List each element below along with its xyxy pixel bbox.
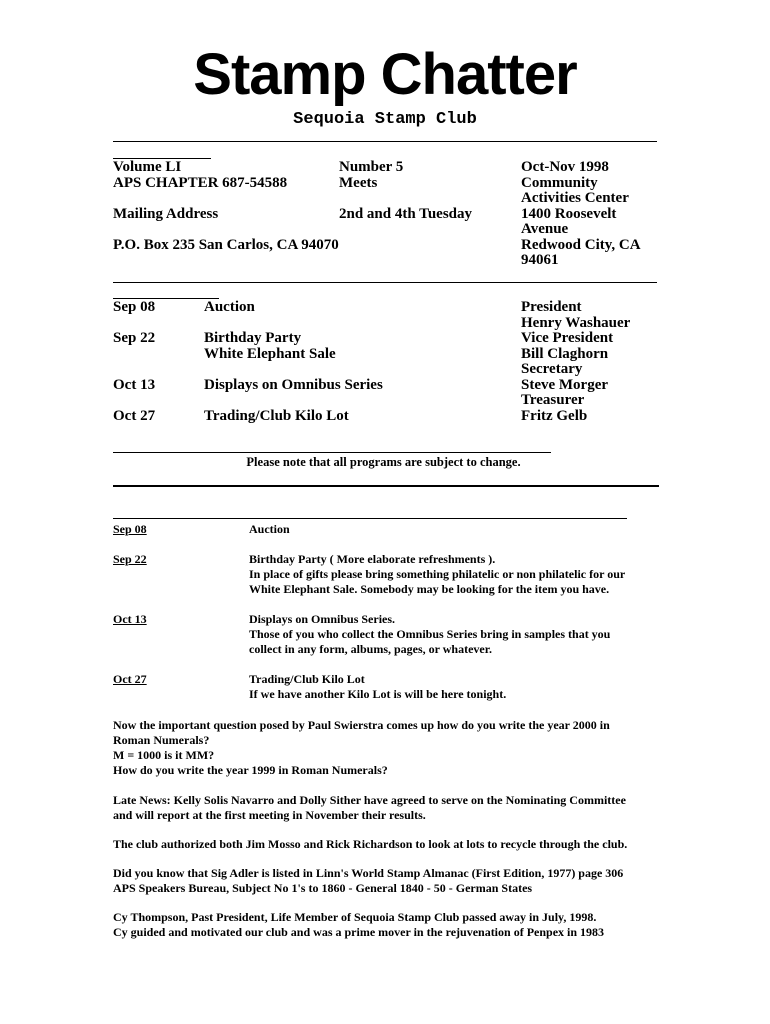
detail-line: In place of gifts please bring something philatelic or non philatelic for our [249, 567, 626, 581]
officer-title: Secretary [521, 361, 583, 377]
divider-thick [113, 485, 659, 487]
officer-name: Bill Claghorn [521, 345, 609, 362]
detail-dates [113, 522, 147, 687]
news-section [113, 718, 627, 940]
news-line: APS Speakers Bureau, Subject No 1's to 1860 - General 1840 - 50 - German States [113, 881, 533, 895]
news-line: How do you write the year 1999 in Roman Numerals? [113, 763, 388, 777]
info-right-column [521, 160, 641, 269]
location-line: Community [521, 174, 598, 191]
news-line: Cy Thompson, Past President, Life Member of Sequoia Stamp Club passed away in July, 1998. [113, 910, 597, 924]
officers-list [521, 300, 630, 424]
news-paragraph [113, 866, 627, 896]
news-line: M = 1000 is it MM? [113, 748, 215, 762]
newsletter-title: Stamp Chatter [193, 42, 577, 107]
schedule-date: Sep 08 [113, 299, 156, 315]
detail-line: Auction [249, 522, 290, 536]
meets-label: Meets [339, 174, 378, 191]
officer-name: Henry Washauer [521, 314, 631, 331]
news-paragraph [113, 837, 627, 852]
detail-line: Birthday Party ( More elaborate refreshments ). [249, 552, 496, 566]
detail-line: Displays on Omnibus Series. [249, 612, 396, 626]
aps-chapter: APS CHAPTER 687-54588 [113, 174, 288, 191]
detail-line: White Elephant Sale. Somebody may be looking for the item you have. [249, 582, 610, 596]
schedule-event: White Elephant Sale [204, 345, 336, 362]
detail-date: Sep 08 [113, 522, 147, 536]
news-paragraph [113, 718, 627, 778]
volume: Volume LI [113, 159, 182, 175]
divider [113, 141, 657, 142]
officer-title: Treasurer [521, 392, 585, 408]
schedule-event: Auction [204, 299, 255, 315]
location-line: 94061 [521, 252, 559, 268]
schedule-dates [113, 300, 155, 424]
news-line: Late News: Kelly Solis Navarro and Dolly Sither have agreed to serve on the Nominating Committee [113, 793, 626, 807]
location-line: Activities Center [521, 190, 629, 206]
issue-date-range: Oct-Nov 1998 [521, 159, 609, 175]
news-line: The club authorized both Jim Mosso and Rick Richardson to look at lots to recycle through the club. [113, 837, 628, 851]
news-line: Roman Numerals? [113, 733, 210, 747]
programs-notice: Please note that all programs are subject to change. [246, 455, 521, 469]
location-line: Redwood City, CA [521, 236, 641, 253]
mailing-address-label: Mailing Address [113, 205, 219, 222]
issue-number: Number 5 [339, 159, 404, 175]
detail-date: Sep 22 [113, 552, 147, 566]
officer-name: Steve Morger [521, 376, 609, 393]
schedule-date: Oct 27 [113, 407, 156, 424]
schedule-event: Trading/Club Kilo Lot [204, 407, 349, 424]
club-name: Sequoia Stamp Club [293, 110, 477, 129]
detail-descriptions [249, 522, 625, 702]
meeting-days: 2nd and 4th Tuesday [339, 205, 472, 222]
schedule-event: Displays on Omnibus Series [204, 376, 383, 393]
news-paragraph [113, 793, 627, 823]
divider [113, 282, 657, 283]
schedule-events [204, 300, 383, 424]
detail-line: Trading/Club Kilo Lot [249, 672, 365, 686]
divider [113, 518, 627, 519]
schedule-date: Sep 22 [113, 330, 156, 346]
news-line: Did you know that Sig Adler is listed in Linn's World Stamp Almanac (First Edition, 1977) page 306 [113, 866, 624, 880]
po-box: P.O. Box 235 San Carlos, CA 94070 [113, 236, 339, 253]
news-paragraph [113, 910, 627, 940]
location-line: Avenue [521, 221, 569, 237]
info-middle-column [339, 160, 472, 222]
officer-title: Vice President [521, 330, 614, 346]
info-left-column [113, 160, 339, 253]
schedule-date: Oct 13 [113, 376, 156, 393]
detail-line: collect in any form, albums, pages, or whatever. [249, 642, 492, 656]
news-line: Now the important question posed by Paul Swierstra comes up how do you write the year 2000 in [113, 718, 610, 732]
detail-date: Oct 27 [113, 672, 147, 686]
news-line: and will report at the first meeting in November their results. [113, 808, 426, 822]
divider [113, 452, 551, 453]
officer-name: Fritz Gelb [521, 407, 588, 424]
location-line: 1400 Roosevelt [521, 205, 617, 222]
schedule-event: Birthday Party [204, 330, 302, 346]
news-line: Cy guided and motivated our club and was a prime mover in the rejuvenation of Penpex in 1983 [113, 925, 605, 939]
officer-title: President [521, 299, 582, 315]
detail-line: Those of you who collect the Omnibus Series bring in samples that you [249, 627, 611, 641]
detail-date: Oct 13 [113, 612, 147, 626]
detail-line: If we have another Kilo Lot is will be here tonight. [249, 687, 507, 701]
